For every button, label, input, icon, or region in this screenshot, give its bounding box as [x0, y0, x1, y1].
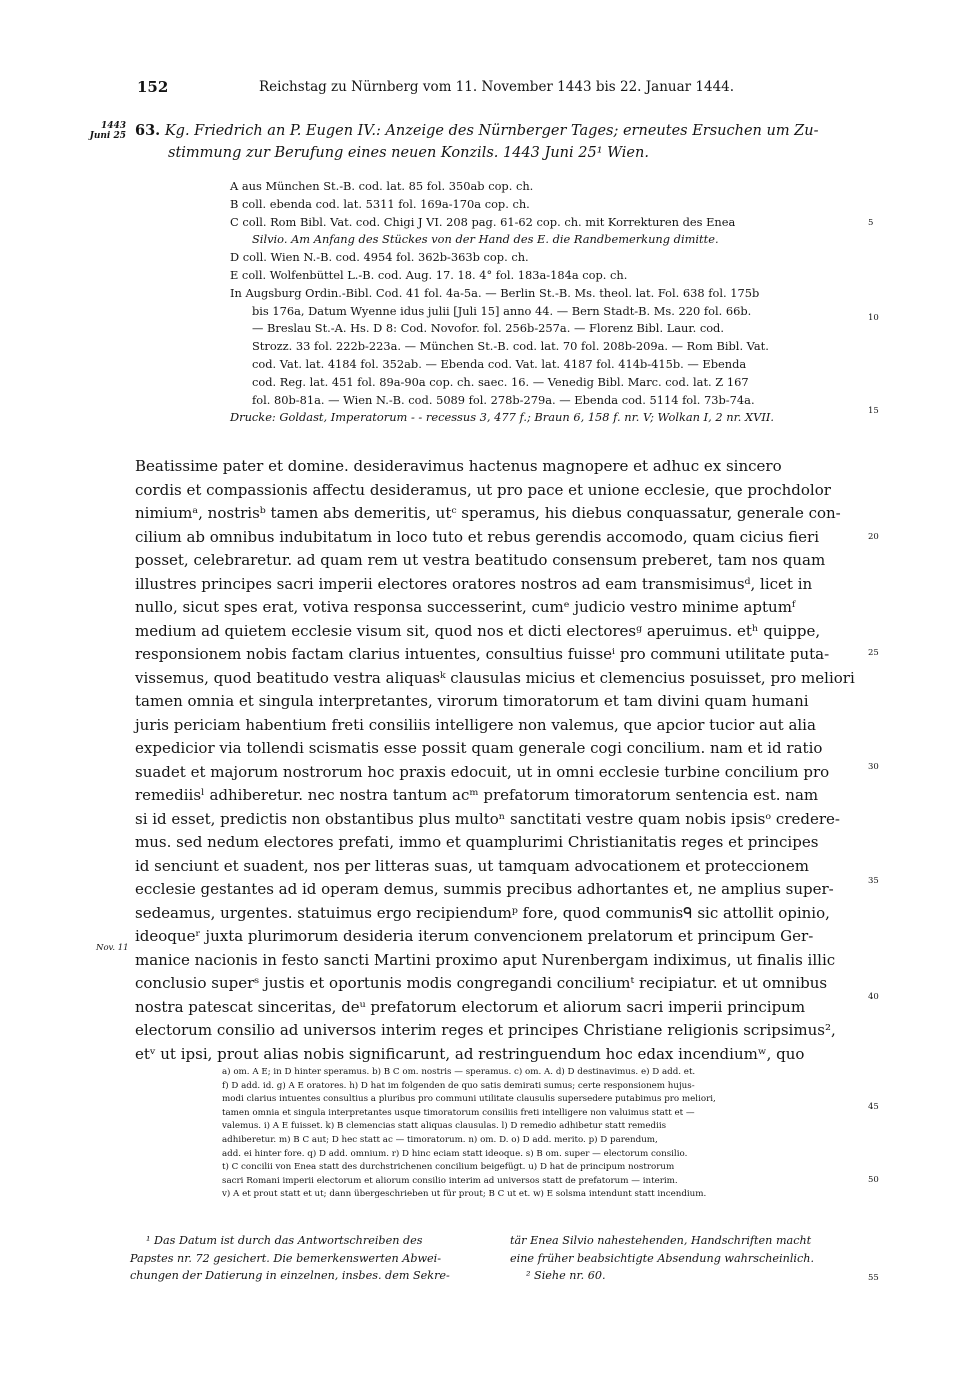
line-number: 10 — [868, 313, 879, 323]
document-title-line — [135, 142, 865, 164]
line-number: 15 — [868, 406, 879, 416]
footnote-line: tär Enea Silvio nahestehenden, Handschriften macht — [510, 1234, 812, 1247]
footnote-line: ¹ Das Datum ist durch das Antwortschreiben des — [146, 1234, 423, 1247]
running-head: Reichstag zu Nürnberg vom 11. November 1443 bis 22. Januar 1444. — [259, 79, 735, 95]
apparatus-line: modi clarius intuentes consultius a pluribus pro communi utilitate clausulis supersedere putabimus pro meliori, — [222, 1094, 716, 1105]
source-line: cod. Reg. lat. 451 fol. 89a-90a cop. ch. saec. 16. — Venedig Bibl. Marc. cod. lat. Z 167 — [252, 374, 749, 389]
line-number: 45 — [868, 1102, 879, 1112]
source-line: Silvio. Am Anfang des Stückes von der Hand des E. die Randbemerkung dimitte. — [252, 232, 719, 247]
text-line: manice nacionis in festo sancti Martini proximo aput Nurenbergam indiximus, ut finalis illic — [135, 950, 836, 969]
manuscript-sources — [230, 178, 865, 427]
footnote-column-left — [130, 1232, 490, 1285]
text-line: responsionem nobis factam clarius intuentes, consultius fuisseⁱ pro communi utilitate puta- — [135, 645, 830, 663]
page-header — [137, 78, 877, 100]
letter-text — [135, 455, 862, 1066]
source-line: E coll. Wolfenbüttel L.-B. cod. Aug. 17. 18. 4° fol. 183a-184a cop. ch. — [230, 267, 628, 282]
text-line: expedicior via tollendi scismatis esse possit quam generale cogi concilium. nam et id ratio — [135, 739, 823, 757]
text-line: nullo, sicut spes erat, votiva responsa successerint, cumᵉ judicio vestro minime aptumᶠ — [135, 598, 796, 616]
footnote-line: Papstes nr. 72 gesichert. Die bemerkenswerten Abwei- — [130, 1251, 442, 1265]
source-line: A aus München St.-B. cod. lat. 85 fol. 350ab cop. ch. — [230, 179, 534, 193]
text-line: id senciunt et suadent, nos per litteras suas, ut tamquam advocationem et proteccionem — [135, 856, 810, 875]
text-line: si id esset, predictis non obstantibus plus multoⁿ sanctitati vestre quam nobis ipsisᵒ credere- — [135, 809, 840, 828]
text-line: cordis et compassionis affectu desideramus, ut pro pace et unione ecclesie, que prochdolor — [135, 480, 831, 499]
apparatus-line: tamen omnia et singula interpretantes usque timoratorum consiliis freti intelligere non valuimus statt et — — [222, 1107, 695, 1118]
source-line: bis 176a, Datum Wyenne idus julii [Juli 15] anno 44. — Bern Stadt-B. Ms. 220 fol. 66b. — [252, 303, 752, 318]
apparatus-line: sacri Romani imperii electorum et aliorum consilio interim ad universos statt de prefatorum — interim. — [222, 1175, 678, 1186]
footnote-line: ² Siehe nr. 60. — [526, 1269, 606, 1282]
text-line: suadet et majorum nostrorum hoc praxis edocuit, ut in omni ecclesie turbine concilium pro — [135, 762, 830, 781]
line-number: 35 — [868, 876, 879, 886]
line-number: 50 — [868, 1175, 879, 1185]
source-line: B coll. ebenda cod. lat. 5311 fol. 169a-170a cop. ch. — [230, 196, 530, 211]
text-line: etᵛ ut ipsi, prout alias nobis significarunt, ad restringuendum hoc edax incendiumʷ, quo — [135, 1044, 805, 1063]
text-line: tamen omnia et singula interpretantes, virorum timoratorum et tam divini quam humani — [135, 692, 809, 710]
source-line: C coll. Rom Bibl. Vat. cod. Chigi J VI. 208 pag. 61-62 cop. ch. mit Korrekturen des Enea — [230, 214, 736, 229]
text-line: Beatissime pater et domine. desideravimus hactenus magnopere et adhuc ex sincero — [135, 457, 782, 475]
text-line: vissemus, quod beatitudo vestra aliquasᵏ clausulas micius et clemencius posuisset, pro meliori — [135, 668, 855, 687]
footnote-column-right — [510, 1232, 870, 1285]
document-number: 63. — [135, 122, 161, 139]
source-line: Drucke: Goldast, Imperatorum - - recessus 3, 477 f.; Braun 6, 158 f. nr. V; Wolkan I, 2 nr. XVII. — [230, 410, 774, 425]
source-line: fol. 80b-81a. — Wien N.-B. cod. 5089 fol. 278b-279a. — Ebenda cod. 5114 fol. 73b-74a. — [252, 392, 755, 407]
footnote-line: eine früher beabsichtigte Absendung wahrscheinlich. — [510, 1251, 815, 1265]
document-date-year: 1443 — [100, 121, 126, 131]
date-margin-note: Nov. 11 — [96, 943, 129, 953]
apparatus-line: f) D add. id. g) A E oratores. h) D hat im folgenden de quo satis demirati sumus; certe responsionem hujus- — [222, 1080, 695, 1091]
text-line: cilium ab omnibus indubitatum in loco tuto et rebus gerendis accomodo, quam cicius fieri — [135, 527, 820, 546]
source-line: cod. Vat. lat. 4184 fol. 352ab. — Ebenda cod. Vat. lat. 4187 fol. 414b-415b. — Ebenda — [252, 356, 747, 371]
text-line: ecclesie gestantes ad id operam demus, summis precibus adhortantes et, ne amplius super- — [135, 880, 834, 898]
page-number: 152 — [137, 78, 169, 96]
document-title-text: Kg. Friedrich an P. Eugen IV.: Anzeige des Nürnberger Tages; erneutes Ersuchen um Zu- — [164, 123, 819, 139]
line-number: 5 — [868, 218, 874, 228]
document-title-text: stimmung zur Berufung eines neuen Konzils. 1443 Juni 25¹ Wien. — [168, 145, 649, 161]
text-line: illustres principes sacri imperii electores oratores nostros ad eam transmisimusᵈ, licet in — [135, 574, 813, 593]
document-title — [135, 120, 865, 164]
text-line: juris periciam habentium freti consiliis intelligere non valemus, que apcior tucior aut alia — [135, 715, 816, 734]
text-line: electorum consilio ad universos interim reges et principes Christiane religionis scripsimus², — [135, 1021, 836, 1039]
source-line: Strozz. 33 fol. 222b-223a. — München St.-B. cod. lat. 70 fol. 208b-209a. — Rom Bibl. Vat. — [252, 339, 769, 354]
text-line: nostra patescat sinceritas, deᵘ prefatorum electorum et aliorum sacri imperii principum — [135, 997, 806, 1016]
line-number: 55 — [868, 1273, 879, 1283]
apparatus-line: adhiberetur. m) B C aut; D hec statt ac — timoratorum. n) om. D. o) D add. merito. p) D parendum, — [222, 1134, 658, 1145]
text-line: ideoqueʳ juxta plurimorum desideria iterum convencionem prelatorum et principum Ger- — [135, 927, 814, 945]
footnote-line: chungen der Datierung in einzelnen, insbes. dem Sekre- — [130, 1269, 450, 1282]
text-line: remediisˡ adhiberetur. nec nostra tantum acᵐ prefatorum timoratorum sentencia est. nam — [135, 786, 819, 804]
document-date-day: Juni 25 — [89, 131, 126, 141]
apparatus-line: valemus. i) A E fuisset. k) B clemencias statt aliquas clausulas. l) D remedio adhibetur statt remediis — [222, 1121, 667, 1132]
text-line: conclusio superˢ justis et oportunis modis congregandi conciliumᵗ recipiatur. et ut omnibus — [135, 974, 828, 992]
apparatus-line: add. ei hinter fore. q) D add. omnium. r) D hinc eciam statt ideoque. s) B om. super — electorum consilio. — [222, 1148, 688, 1159]
source-line: In Augsburg Ordin.-Bibl. Cod. 41 fol. 4a-5a. — Berlin St.-B. Ms. theol. lat. Fol. 638 fol. 175b — [230, 285, 760, 300]
source-line: — Breslau St.-A. Hs. D 8: Cod. Novofor. fol. 256b-257a. — Florenz Bibl. Laur. cod. — [252, 321, 724, 336]
text-line: mus. sed nedum electores prefati, immo et quamplurimi Christianitatis reges et principes — [135, 833, 819, 851]
text-line: medium ad quietem ecclesie visum sit, quod nos et dicti electoresᵍ aperuimus. etʰ quippe, — [135, 621, 821, 640]
apparatus-line: v) A et prout statt et ut; dann übergeschrieben ut für prout; B C ut et. w) E solsma intendunt statt incendium. — [222, 1189, 707, 1200]
line-number: 40 — [868, 992, 879, 1002]
line-number: 30 — [868, 762, 879, 772]
line-number: 20 — [868, 532, 879, 542]
text-line: sedeamus, urgentes. statuimus ergo recipiendumᵖ fore, quod communisᑫ sic attollit opinio, — [135, 903, 830, 922]
apparatus-line: a) om. A E; in D hinter speramus. b) B C om. nostris — speramus. c) om. A. d) D destinavimus. e) D add. et. — [222, 1067, 696, 1077]
apparatus-line: t) C concilii von Enea statt des durchstrichenen concilium beigefügt. u) D hat de principum nostrorum — [222, 1162, 675, 1173]
document-date-margin — [86, 121, 126, 141]
line-number: 25 — [868, 648, 879, 658]
critical-apparatus — [222, 1066, 862, 1202]
text-line: posset, celebraretur. ad quam rem ut vestra beatitudo consensum preberet, tam nos quam — [135, 551, 826, 569]
document-title-line — [135, 120, 865, 142]
source-line: D coll. Wien N.-B. cod. 4954 fol. 362b-363b cop. ch. — [230, 250, 529, 265]
text-line: nimiumᵃ, nostrisᵇ tamen abs demeritis, utᶜ speramus, his diebus conquassatur, generale con- — [135, 504, 841, 522]
